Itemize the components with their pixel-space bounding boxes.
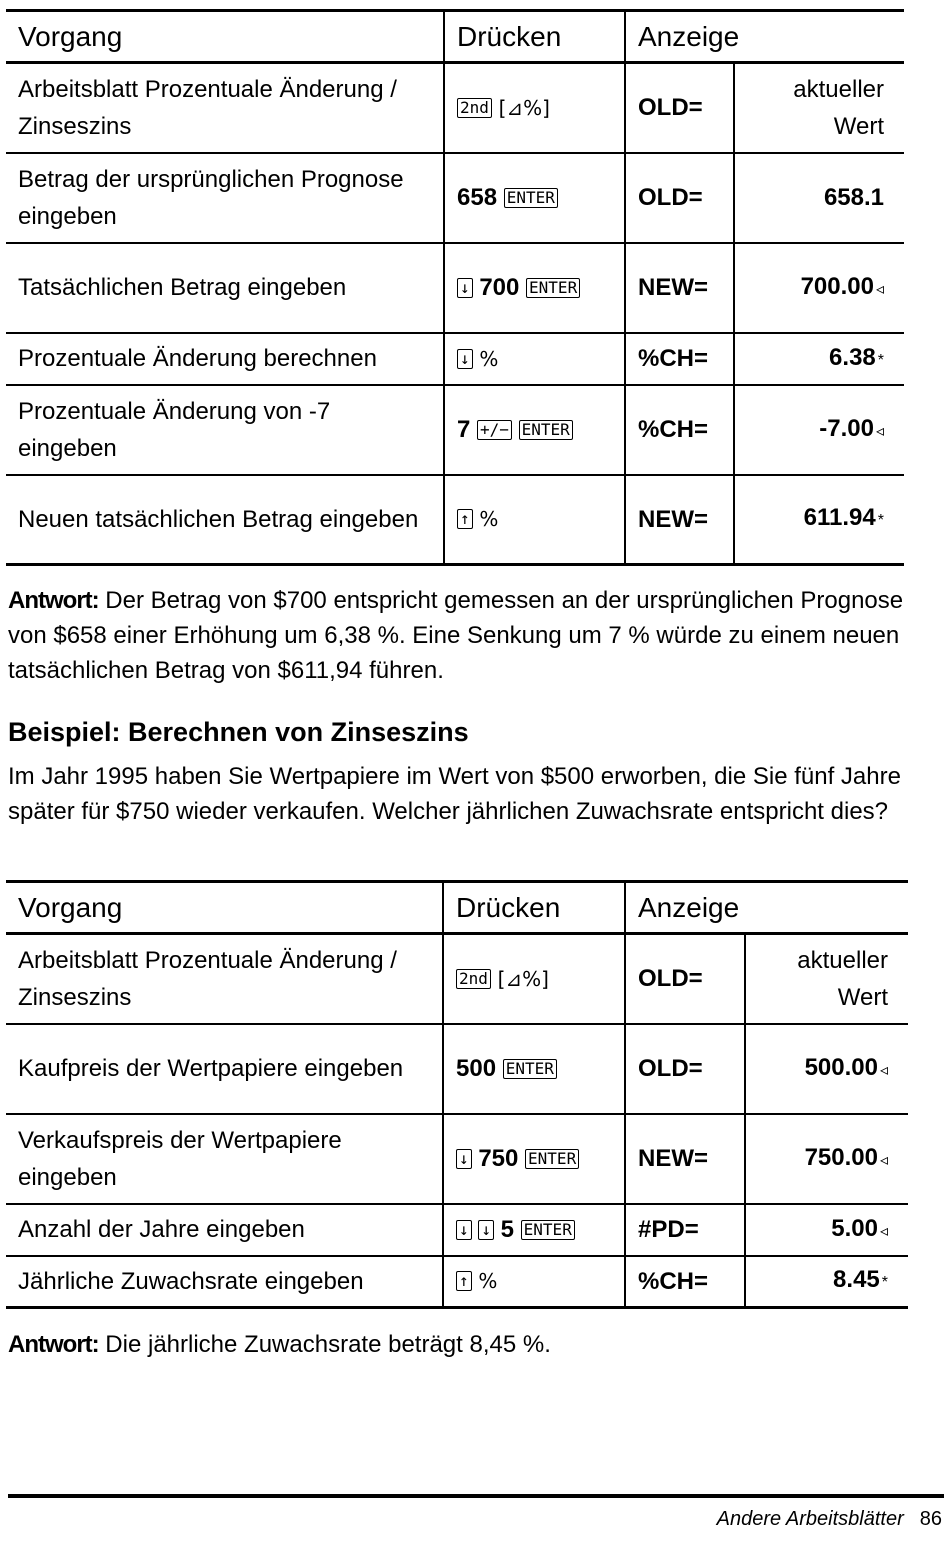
keystroke-cell bbox=[444, 475, 625, 565]
typed-number: 500 bbox=[456, 1055, 497, 1082]
entered-indicator: ◃ bbox=[875, 422, 884, 440]
value-text: 700.00 bbox=[800, 272, 874, 300]
display-label: NEW= bbox=[625, 1114, 745, 1204]
key-up-arrow: ↑ bbox=[457, 509, 473, 529]
key-percent-function: % bbox=[478, 1269, 498, 1294]
typed-number: 7 bbox=[457, 416, 471, 443]
value-text: 611.94 bbox=[803, 504, 876, 532]
display-value bbox=[734, 243, 904, 333]
key-down-arrow: ↓ bbox=[456, 1149, 472, 1169]
operation-cell: Neuen tatsächlichen Betrag eingeben bbox=[6, 475, 444, 565]
display-label: %CH= bbox=[625, 1256, 745, 1308]
keystroke-cell bbox=[443, 1256, 625, 1308]
header-operation: Vorgang bbox=[6, 11, 444, 63]
display-value bbox=[745, 1256, 908, 1308]
typed-number: 750 bbox=[478, 1145, 519, 1172]
footer-rule bbox=[8, 1494, 944, 1498]
entered-indicator: ◃ bbox=[879, 1061, 888, 1079]
display-label: #PD= bbox=[625, 1204, 745, 1256]
keystroke-table-compound-interest bbox=[6, 880, 908, 1309]
entered-indicator: ◃ bbox=[879, 1222, 888, 1240]
display-label: OLD= bbox=[625, 934, 745, 1024]
page-number: 86 bbox=[919, 1508, 942, 1530]
computed-indicator: * bbox=[877, 512, 884, 530]
example-intro: Im Jahr 1995 haben Sie Wertpapiere im Wert von $500 erworben, die Sie fünf Jahre später für $750 wieder verkaufen. Welcher jährlichen Zuwachsrate entspricht dies? bbox=[8, 763, 901, 825]
header-press: Drücken bbox=[443, 882, 625, 934]
display-value bbox=[734, 333, 904, 385]
display-label: %CH= bbox=[625, 385, 734, 475]
key-percent-function: [⊿%] bbox=[497, 966, 549, 991]
answer-paragraph-2 bbox=[8, 1327, 944, 1362]
answer-label: Antwort: bbox=[8, 1331, 99, 1358]
table-row bbox=[6, 385, 904, 475]
operation-cell: Prozentuale Änderung berechnen bbox=[6, 333, 444, 385]
key-2nd: 2nd bbox=[456, 969, 491, 989]
table-row bbox=[6, 1114, 908, 1204]
key-enter: ENTER bbox=[504, 188, 558, 208]
answer-text: Die jährliche Zuwachsrate beträgt 8,45 %. bbox=[98, 1331, 551, 1358]
value-text: 5.00 bbox=[831, 1214, 878, 1242]
display-value bbox=[734, 153, 904, 243]
value-text: 6.38 bbox=[829, 343, 876, 371]
header-display: Anzeige bbox=[625, 882, 908, 934]
operation-cell: Prozentuale Änderung von -7 eingeben bbox=[6, 385, 444, 475]
display-label: OLD= bbox=[625, 63, 734, 153]
keystroke-cell bbox=[444, 385, 625, 475]
operation-cell: Verkaufspreis der Wertpapiere eingeben bbox=[6, 1114, 443, 1204]
display-label: OLD= bbox=[625, 1024, 745, 1114]
key-enter: ENTER bbox=[526, 278, 580, 298]
answer-label: Antwort: bbox=[8, 587, 99, 614]
header-display: Anzeige bbox=[625, 11, 904, 63]
value-text: 750.00 bbox=[804, 1143, 878, 1171]
key-plus-minus: +/− bbox=[477, 420, 512, 440]
display-value bbox=[734, 63, 904, 153]
value-text: aktueller Wert bbox=[793, 75, 884, 140]
table-row bbox=[6, 153, 904, 243]
operation-cell: Arbeitsblatt Prozentuale Änderung / Zinseszins bbox=[6, 934, 443, 1024]
key-percent-function: % bbox=[479, 507, 499, 532]
keystroke-cell bbox=[444, 243, 625, 333]
header-press: Drücken bbox=[444, 11, 625, 63]
keystroke-cell bbox=[443, 1204, 625, 1256]
keystroke-cell bbox=[443, 1114, 625, 1204]
key-down-arrow: ↓ bbox=[457, 278, 473, 298]
example-heading: Beispiel: Berechnen von Zinseszins bbox=[8, 717, 469, 747]
display-value bbox=[745, 1024, 908, 1114]
display-value bbox=[745, 1114, 908, 1204]
key-down-arrow: ↓ bbox=[456, 1220, 472, 1240]
key-percent-function: % bbox=[479, 346, 499, 371]
table-row bbox=[6, 63, 904, 153]
display-value bbox=[734, 385, 904, 475]
answer-text: Der Betrag von $700 entspricht gemessen an der ursprünglichen Prognose von $658 einer Erhöhung um 6,38 %. Eine Senkung um 7 % würde zu einem neuen tatsächlichen Betrag von $611,94 führen. bbox=[8, 587, 904, 684]
keystroke-table-percent-change bbox=[6, 9, 904, 566]
key-enter: ENTER bbox=[503, 1059, 557, 1079]
entered-indicator: ◃ bbox=[879, 1151, 888, 1169]
keystroke-cell bbox=[444, 153, 625, 243]
operation-cell: Jährliche Zuwachsrate eingeben bbox=[6, 1256, 443, 1308]
value-text: aktueller Wert bbox=[797, 946, 888, 1011]
display-value bbox=[745, 1204, 908, 1256]
key-percent-function: [⊿%] bbox=[498, 95, 550, 120]
keystroke-cell bbox=[443, 1024, 625, 1114]
operation-cell: Kaufpreis der Wertpapiere eingeben bbox=[6, 1024, 443, 1114]
key-down-arrow: ↓ bbox=[478, 1220, 494, 1240]
value-text: 658.1 bbox=[823, 184, 884, 211]
footer-title: Andere Arbeitsblätter bbox=[716, 1508, 904, 1530]
key-enter: ENTER bbox=[525, 1149, 579, 1169]
key-2nd: 2nd bbox=[457, 98, 492, 118]
key-enter: ENTER bbox=[519, 420, 573, 440]
value-text: 8.45 bbox=[833, 1266, 880, 1294]
table-row bbox=[6, 934, 908, 1024]
keystroke-cell bbox=[444, 63, 625, 153]
value-text: -7.00 bbox=[819, 414, 874, 442]
operation-cell: Betrag der ursprünglichen Prognose eingeben bbox=[6, 153, 444, 243]
typed-number: 658 bbox=[457, 184, 498, 211]
table-row bbox=[6, 333, 904, 385]
operation-cell: Arbeitsblatt Prozentuale Änderung / Zinseszins bbox=[6, 63, 444, 153]
table-row bbox=[6, 243, 904, 333]
display-label: NEW= bbox=[625, 243, 734, 333]
table-row bbox=[6, 1024, 908, 1114]
operation-cell: Tatsächlichen Betrag eingeben bbox=[6, 243, 444, 333]
answer-paragraph-1 bbox=[8, 583, 944, 688]
table-row bbox=[6, 1256, 908, 1308]
display-label: %CH= bbox=[625, 333, 734, 385]
display-label: NEW= bbox=[625, 475, 734, 565]
keystroke-cell bbox=[444, 333, 625, 385]
entered-indicator: ◃ bbox=[875, 280, 884, 298]
keystroke-cell bbox=[443, 934, 625, 1024]
header-operation: Vorgang bbox=[6, 882, 443, 934]
value-text: 500.00 bbox=[804, 1053, 878, 1081]
computed-indicator: * bbox=[881, 1274, 888, 1292]
page-footer bbox=[717, 1508, 942, 1531]
operation-cell: Anzahl der Jahre eingeben bbox=[6, 1204, 443, 1256]
key-down-arrow: ↓ bbox=[457, 349, 473, 369]
typed-number: 700 bbox=[479, 274, 520, 301]
key-up-arrow: ↑ bbox=[456, 1271, 472, 1291]
table-row bbox=[6, 475, 904, 565]
key-enter: ENTER bbox=[521, 1220, 575, 1240]
computed-indicator: * bbox=[877, 351, 884, 369]
table-row bbox=[6, 1204, 908, 1256]
typed-number: 5 bbox=[500, 1216, 514, 1243]
display-label: OLD= bbox=[625, 153, 734, 243]
display-value bbox=[745, 934, 908, 1024]
display-value bbox=[734, 475, 904, 565]
